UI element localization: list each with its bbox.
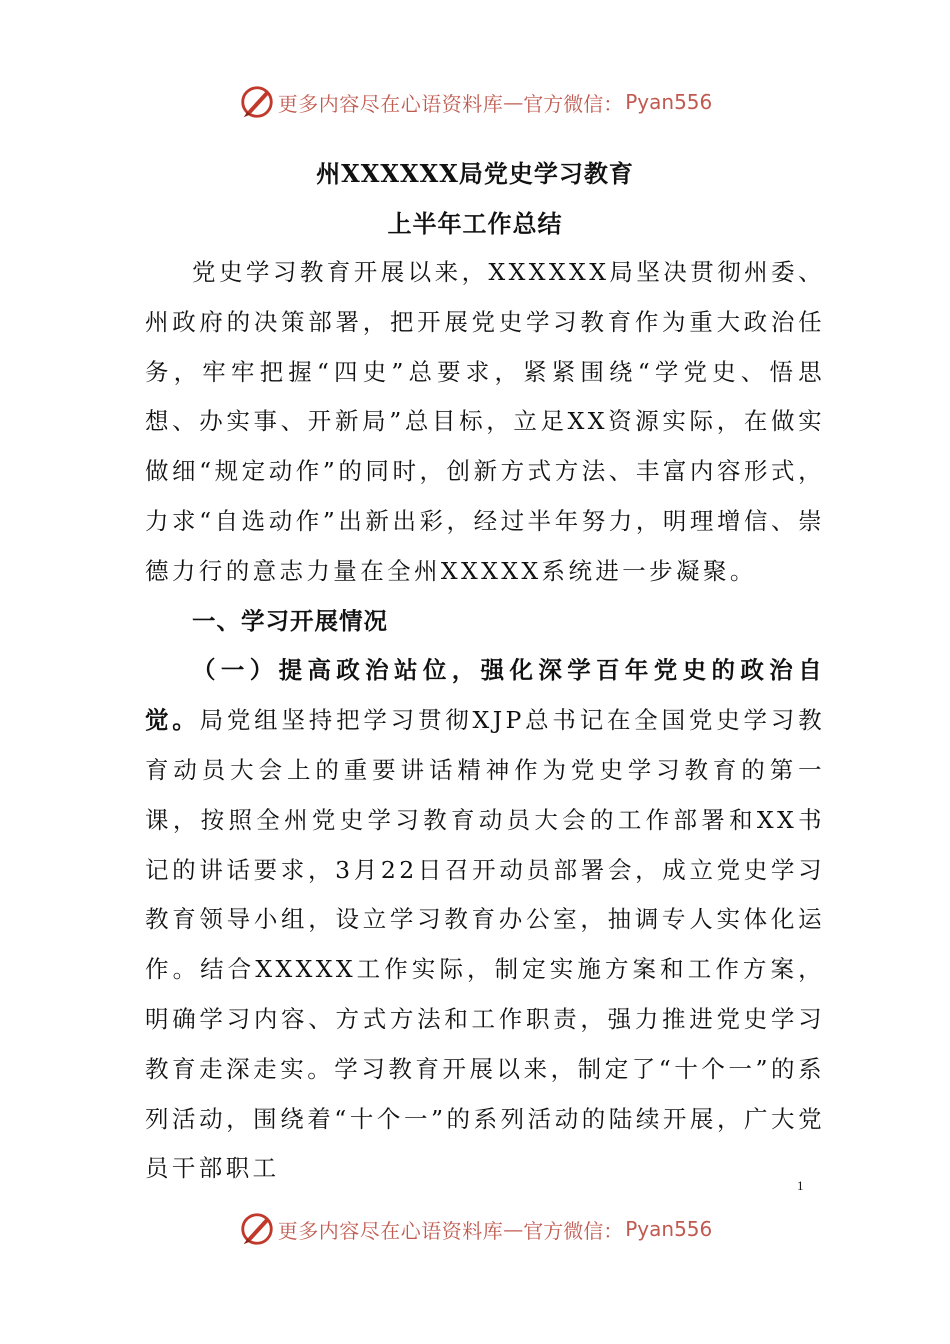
pen-logo-icon [238, 1210, 276, 1248]
watermark-text: 更多内容尽在心语资料库 [277, 1218, 504, 1243]
intro-paragraph: 党史学习教育开展以来，XXXXXX局坚决贯彻州委、州政府的决策部署，把开展党史学习教育作为重大政治任务，牢牢把握“四史”总要求，紧紧围绕“学党史、悟思想、办实事、开新局”总目标，立足XX资源实际，在做实做细“规定动作”的同时，创新方式方法、丰富内容形式，力求“自选动作”出新出彩，经过半年努力，明理增信、崇德力行的意志力量在全州XXXXX系统进一步凝聚。 [145, 258, 825, 585]
watermark-wechat-label: 官方微信： [523, 1218, 624, 1243]
subsection-heading: （一）提高政治站位，强化深学百年党史的政治自觉。 [145, 656, 825, 735]
watermark-wechat-label: 官方微信： [523, 91, 624, 116]
section-heading: 一、学习开展情况 [192, 606, 388, 635]
watermark-wechat-id: Pyan556 [625, 90, 713, 114]
page-number: 1 [797, 1178, 804, 1193]
subsection-body: 局党组坚持把学习贯彻XJP总书记在全国党史学习教育动员大会上的重要讲话精神作为党史学习教育的第一课，按照全州党史学习教育动员大会的工作部署和XX书记的讲话要求，3月22日召开动员部署会，成立党史学习教育领导小组，设立学习教育办公室，抽调专人实体化运作。结合XXXXX工作实际，制定实施方案和工作方案，明确学习内容、方式方法和工作职责，强力推进党史学习教育走深走实。学习教育开展以来，制定了“十个一”的系列活动，围绕着“十个一”的系列活动的陆续开展，广大党员干部职工 [145, 706, 825, 1183]
watermark-wechat-id: Pyan556 [625, 1217, 713, 1241]
watermark-separator: — [503, 90, 524, 114]
watermark-header [0, 80, 950, 124]
watermark-footer [0, 1207, 950, 1251]
document-title-line1: 州XXXXXX局党史学习教育 [316, 159, 634, 188]
pen-logo-icon [238, 83, 276, 121]
document-title-line2: 上半年工作总结 [387, 209, 563, 238]
watermark-text: 更多内容尽在心语资料库 [277, 91, 504, 116]
document-body [145, 248, 825, 1194]
watermark-separator: — [503, 1217, 524, 1241]
subsection-paragraph [145, 646, 825, 1194]
